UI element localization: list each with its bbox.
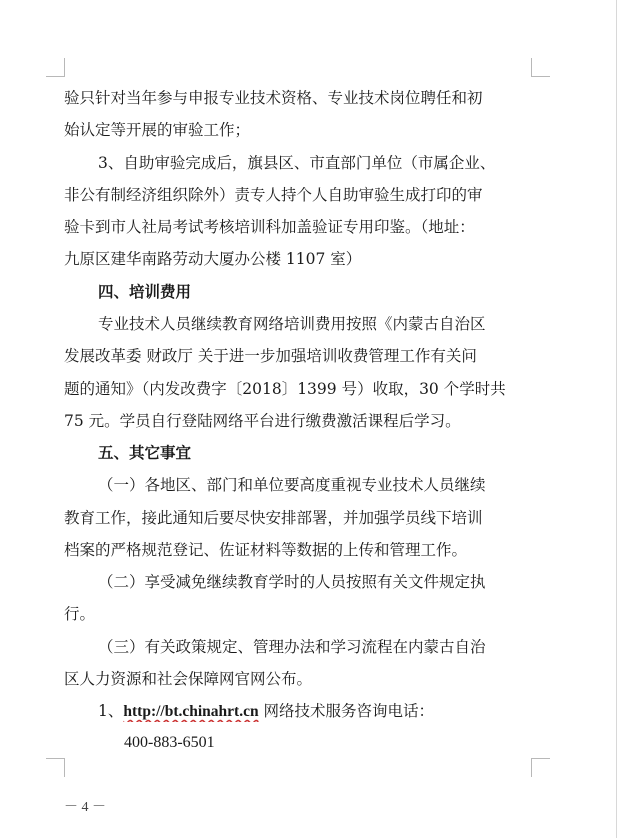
paragraph-line: 非公有制经济组织除外）责专人持个人自助审验生成打印的审: [64, 186, 483, 204]
crop-mark-bottom-left: [46, 758, 65, 777]
contact-prefix: 1、: [98, 702, 124, 720]
crop-mark-top-right: [531, 58, 550, 77]
paragraph-line: 九原区建华南路劳动大厦办公楼 1107 室）: [64, 250, 362, 268]
section-heading-other-matters: 五、其它事宜: [98, 444, 192, 462]
page-number: － 4 －: [64, 800, 106, 815]
paragraph-line: 教育工作，接此通知后要尽快安排部署，并加强学员线下培训: [64, 509, 483, 527]
paragraph-line: 验只针对当年参与申报专业技术资格、专业技术岗位聘任和初: [64, 89, 483, 107]
paragraph-line: 始认定等开展的审验工作；: [64, 121, 251, 139]
crop-mark-top-left: [46, 58, 65, 77]
contact-suffix: 网络技术服务咨询电话：: [258, 702, 435, 720]
paragraph-line: （二）享受减免继续教育学时的人员按照有关文件规定执: [98, 573, 486, 591]
paragraph-line: 3、自助审验完成后，旗县区、市直部门单位（市属企业、: [98, 154, 496, 172]
paragraph-line: 专业技术人员继续教育网络培训费用按照《内蒙古自治区: [98, 315, 486, 333]
paragraph-line: 75 元。学员自行登陆网络平台进行缴费激活课程后学习。: [64, 412, 461, 430]
contact-line: [64, 701, 578, 722]
paragraph-line: （一）各地区、部门和单位要高度重视专业技术人员继续: [98, 476, 486, 494]
paragraph-line: 区人力资源和社会保障网官网公布。: [64, 670, 313, 688]
paragraph-line: （三）有关政策规定、管理办法和学习流程在内蒙古自治: [98, 638, 486, 656]
crop-mark-bottom-right: [531, 758, 550, 777]
section-heading-training-fees: 四、培训费用: [98, 283, 192, 301]
paragraph-line: 验卡到市人社局考试考核培训科加盖验证专用印鉴。（地址：: [64, 218, 475, 236]
paragraph-line: 发展改革委 财政厅 关于进一步加强培训收费管理工作有关问: [64, 347, 477, 365]
service-url-link[interactable]: http://bt.chinahrt.cn: [123, 703, 259, 720]
paragraph-line: 档案的严格规范登记、佐证材料等数据的上传和管理工作。: [64, 541, 468, 559]
service-phone: 400-883-6501: [124, 734, 215, 751]
paragraph-line: 行。: [64, 605, 96, 623]
paragraph-line: 题的通知》（内发改费字〔2018〕1399 号）收取，30 个学时共: [64, 380, 506, 398]
